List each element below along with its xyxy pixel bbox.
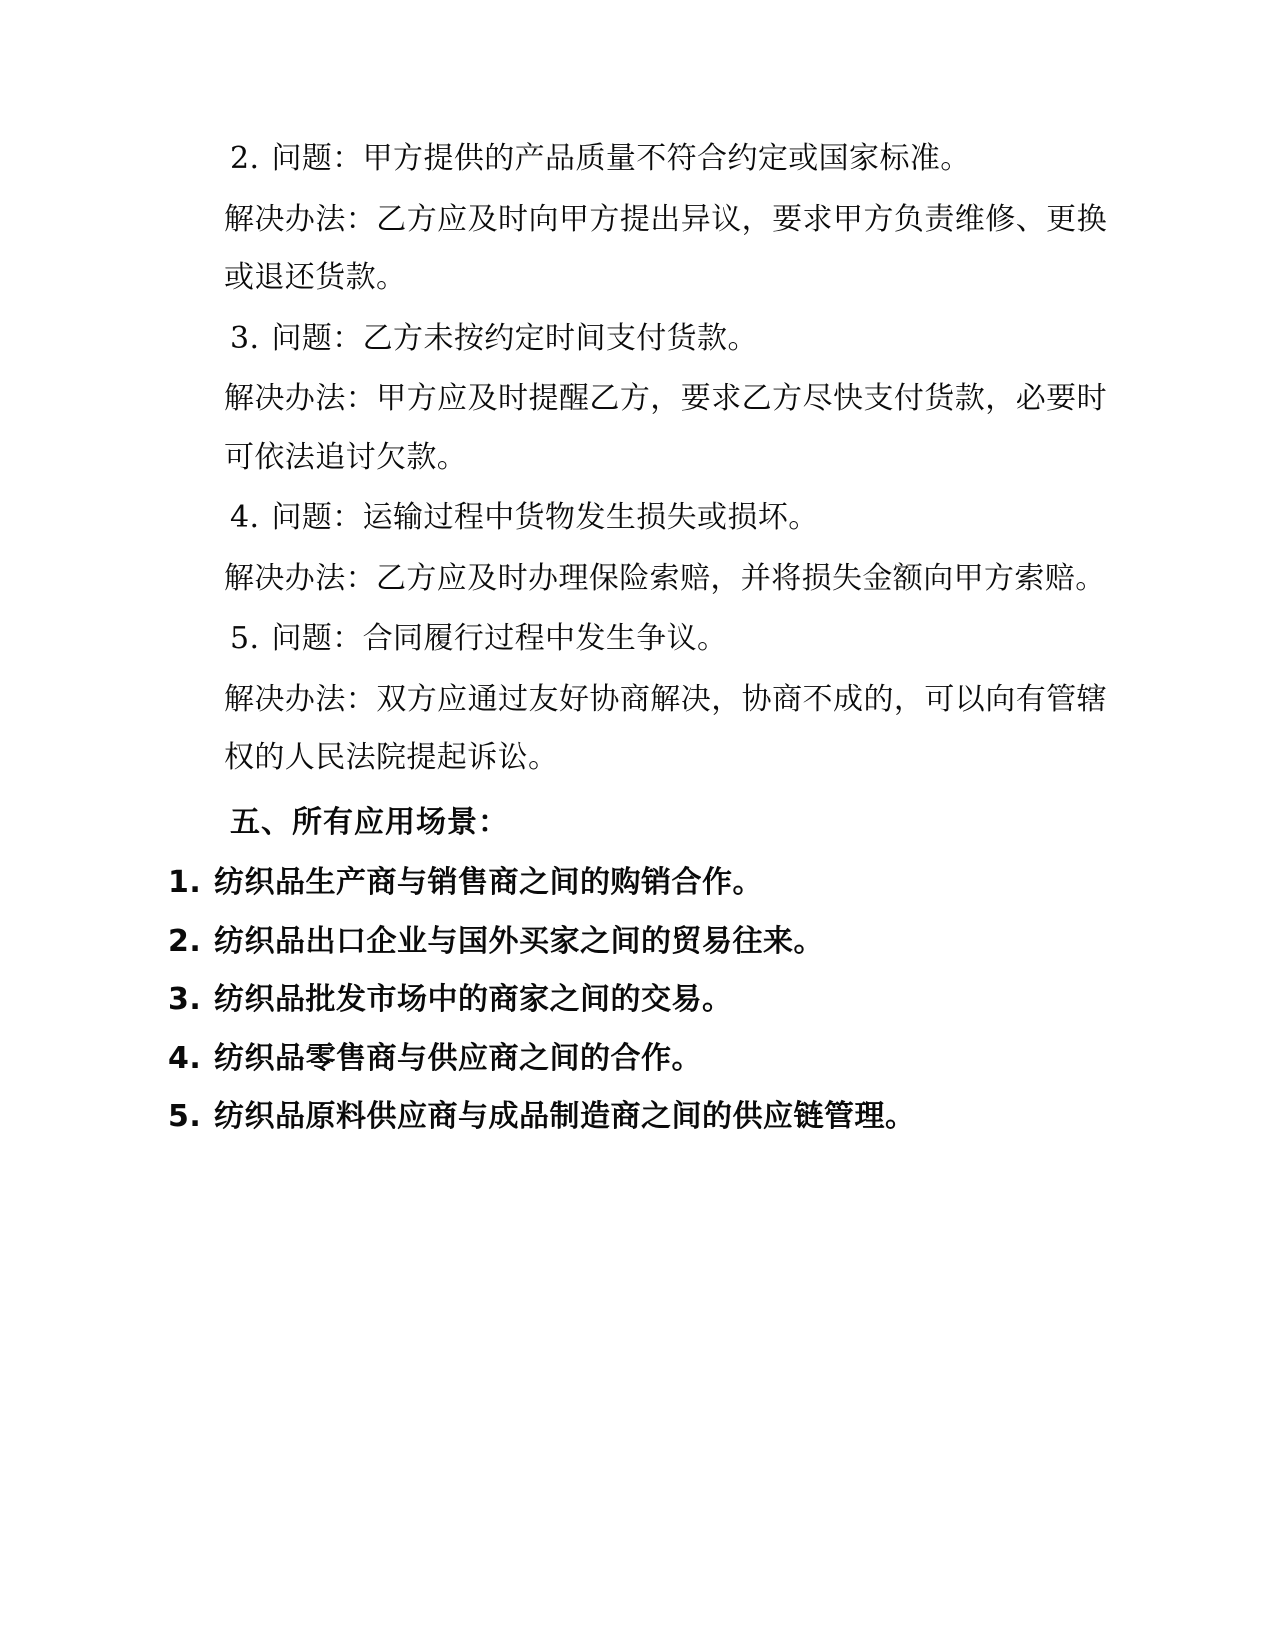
qa-question (168, 610, 1107, 669)
scenario-index: 5. (168, 1099, 202, 1134)
scenario-index: 2. (168, 923, 202, 959)
qa-question-number: 4. (230, 500, 260, 535)
document-body (168, 130, 1107, 1147)
qa-answer-text: 乙方应及时向甲方提出异议，要求甲方负责维修、更换或退还货款。 (224, 201, 1107, 295)
scenario-index: 3. (168, 982, 202, 1017)
qa-question-label: 问题： (271, 141, 363, 176)
qa-question (168, 310, 1107, 369)
qa-answer-label: 解决办法： (224, 681, 377, 717)
qa-answer-label: 解决办法： (224, 560, 376, 596)
qa-answer-text: 乙方应及时办理保险索赔，并将损失金额向甲方索赔。 (376, 560, 1106, 596)
qa-answer (168, 191, 1107, 308)
qa-question-text: 乙方未按约定时间支付货款。 (362, 320, 758, 356)
qa-question (168, 130, 1107, 189)
list-item (168, 913, 1107, 972)
qa-answer-label: 解决办法： (224, 381, 377, 416)
scenario-index: 1. (168, 865, 202, 900)
list-item (168, 1030, 1107, 1089)
qa-question-label: 问题： (271, 500, 363, 535)
scenario-index: 4. (168, 1040, 202, 1076)
list-item (168, 971, 1107, 1030)
qa-question-label: 问题： (271, 320, 363, 356)
list-item (168, 1088, 1107, 1147)
qa-answer (168, 370, 1107, 487)
qa-question-text: 甲方提供的产品质量不符合约定或国家标准。 (362, 141, 971, 176)
qa-answer-text: 甲方应及时提醒乙方，要求乙方尽快支付货款，必要时可依法追讨欠款。 (224, 381, 1107, 475)
qa-answer-label: 解决办法： (224, 201, 377, 237)
qa-question-number: 5. (230, 621, 260, 656)
scenario-text: 纺织品原料供应商与成品制造商之间的供应链管理。 (214, 1099, 916, 1134)
qa-question-label: 问题： (271, 621, 363, 656)
scenario-list (168, 854, 1107, 1147)
scenario-text: 纺织品批发市场中的商家之间的交易。 (214, 982, 733, 1017)
scenario-text: 纺织品生产商与销售商之间的购销合作。 (214, 865, 763, 900)
qa-answer (168, 550, 1107, 609)
qa-question (168, 489, 1107, 548)
qa-question-text: 合同履行过程中发生争议。 (362, 621, 728, 656)
scenario-text: 纺织品零售商与供应商之间的合作。 (214, 1040, 702, 1076)
scenario-text: 纺织品出口企业与国外买家之间的贸易往来。 (214, 923, 824, 959)
section-heading: 五、所有应用场景： (230, 804, 509, 840)
list-item (168, 854, 1107, 913)
qa-question-number: 2. (230, 141, 260, 176)
qa-question-number: 3. (230, 320, 260, 356)
qa-question-text: 运输过程中货物发生损失或损坏。 (362, 500, 819, 535)
qa-answer-text: 双方应通过友好协商解决，协商不成的，可以向有管辖权的人民法院提起诉讼。 (224, 681, 1107, 775)
qa-answer (168, 671, 1107, 788)
